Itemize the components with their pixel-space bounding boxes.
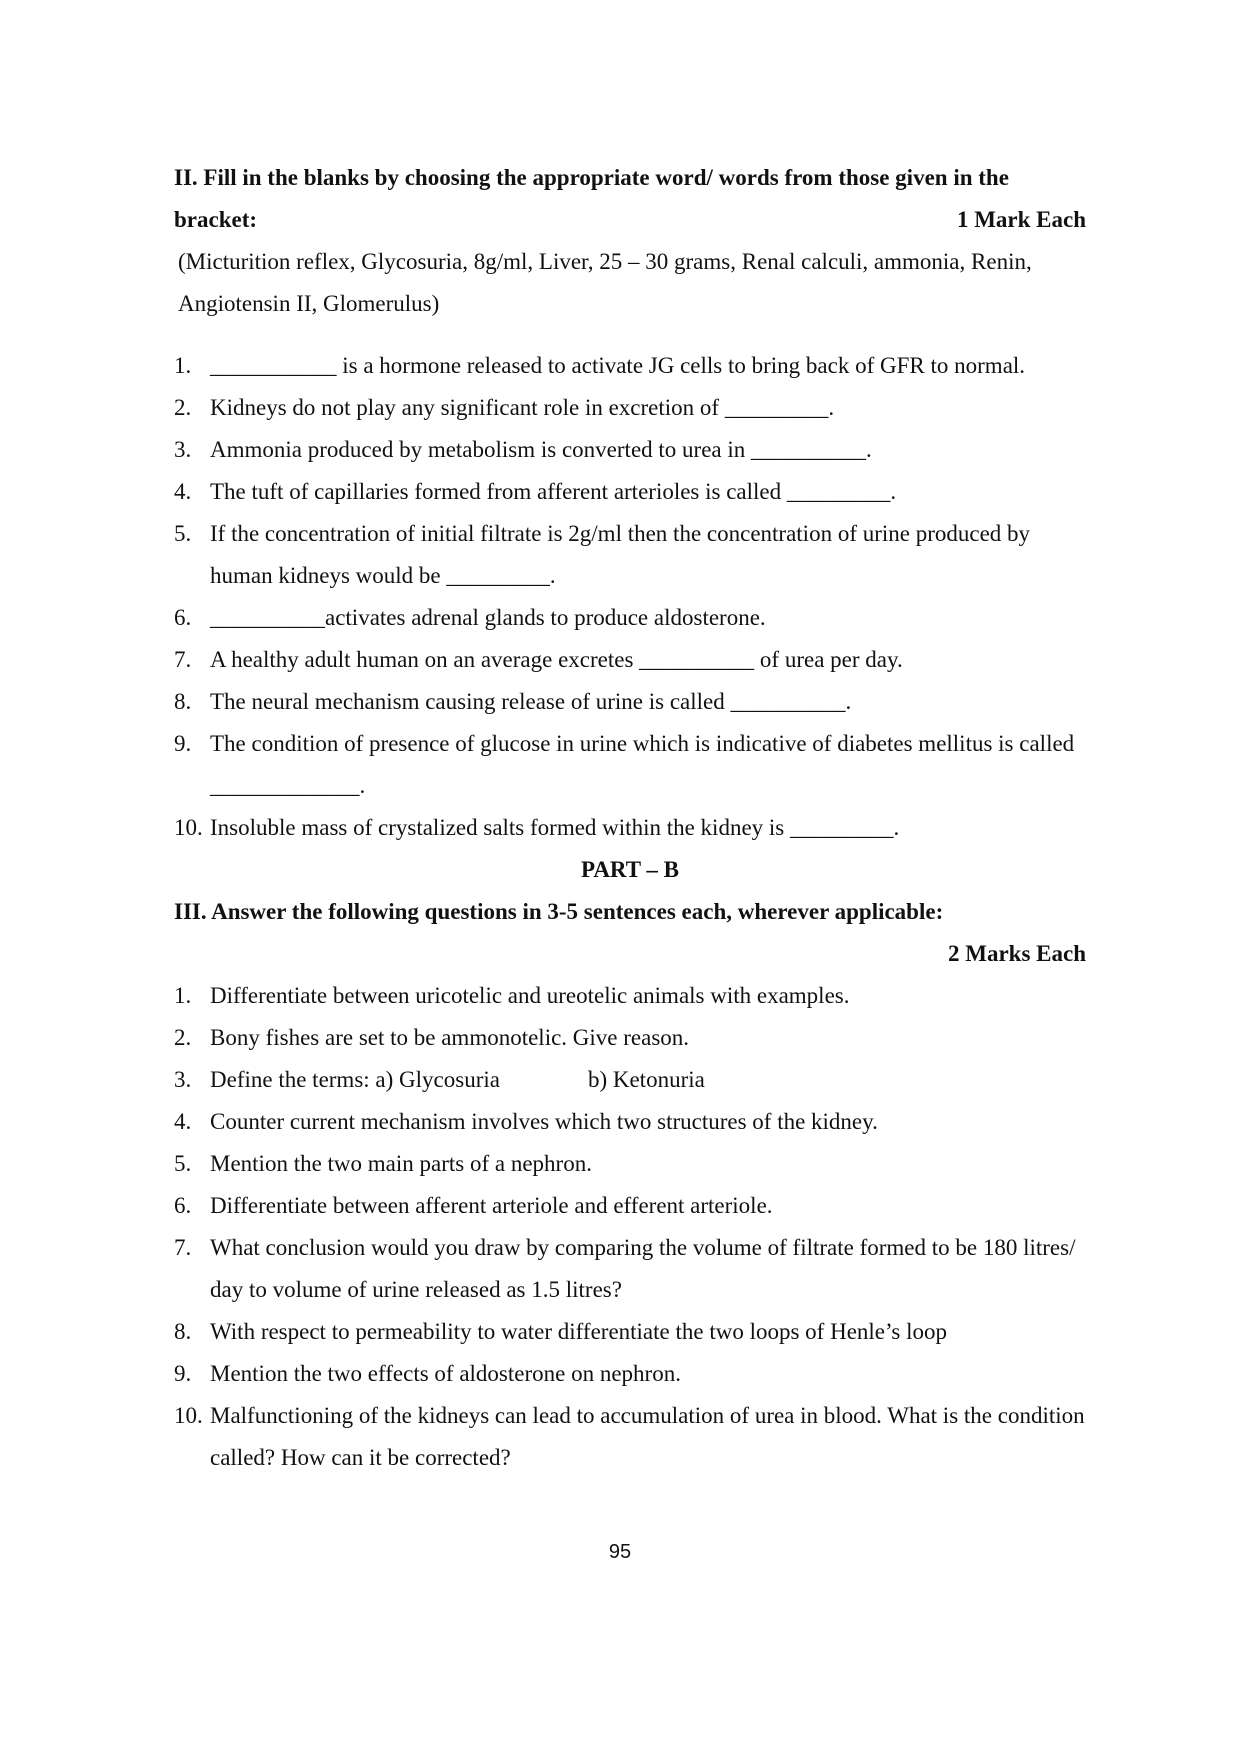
list-item: 2. Bony fishes are set to be ammonotelic. Give reason. xyxy=(174,1025,690,1050)
list-item: 8. With respect to permeability to water differentiate the two loops of Henle’s loop xyxy=(174,1319,947,1344)
section2-question-list xyxy=(174,345,1086,849)
section2-heading-cont: bracket: xyxy=(174,207,258,232)
list-item: 3. Define the terms: a) Glycosuria b) Ketonuria xyxy=(174,1059,1086,1101)
section2-heading: II. Fill in the blanks by choosing the appropriate word/ words from those given in the xyxy=(174,165,1009,190)
list-item: 6. Differentiate between afferent arteriole and efferent arteriole. xyxy=(174,1193,773,1218)
list-item: 9. The condition of presence of glucose in urine which is indicative of diabetes mellitus is called _____________. xyxy=(174,731,1075,798)
document-page xyxy=(174,157,1086,1479)
section3-question-list xyxy=(174,975,1086,1479)
list-item: 10. Malfunctioning of the kidneys can lead to accumulation of urea in blood. What is the condition called? How can it be corrected? xyxy=(174,1403,1085,1470)
list-item: 9. Mention the two effects of aldosterone on nephron. xyxy=(174,1361,681,1386)
list-item: 2. Kidneys do not play any significant role in excretion of _________. xyxy=(174,395,835,420)
part-b-title: PART – B xyxy=(580,857,680,882)
list-item: 4. The tuft of capillaries formed from afferent arterioles is called _________. xyxy=(174,479,897,504)
list-item: 10. Insoluble mass of crystalized salts formed within the kidney is _________. xyxy=(174,815,900,840)
page-number: 95 xyxy=(608,1541,632,1563)
section2-heading-row xyxy=(174,199,1086,241)
define-term-b: b) Ketonuria xyxy=(587,1067,705,1092)
list-item: 1. Differentiate between uricotelic and ureotelic animals with examples. xyxy=(174,983,850,1008)
list-item: 5. Mention the two main parts of a nephron. xyxy=(174,1151,592,1176)
bracket-options: (Micturition reflex, Glycosuria, 8g/ml, Liver, 25 – 30 grams, Renal calculi, ammonia, Renin, Angiotensin II, Glomerulus) xyxy=(178,249,1032,316)
list-item: 5. If the concentration of initial filtrate is 2g/ml then the concentration of urine produced by human kidneys would be _________. xyxy=(174,521,1031,588)
list-item: 1. ___________ is a hormone released to activate JG cells to bring back of GFR to normal. xyxy=(174,353,1026,378)
list-item: 8. The neural mechanism causing release of urine is called __________. xyxy=(174,689,852,714)
section3-heading: III. Answer the following questions in 3-5 sentences each, wherever applicable: xyxy=(174,899,944,924)
define-term-a: Define the terms: a) Glycosuria xyxy=(210,1067,500,1092)
list-item: 3. Ammonia produced by metabolism is converted to urea in __________. xyxy=(174,437,872,462)
section3-marks: 2 Marks Each xyxy=(948,941,1086,966)
list-item: 6. __________activates adrenal glands to produce aldosterone. xyxy=(174,605,766,630)
list-item: 7. A healthy adult human on an average excretes __________ of urea per day. xyxy=(174,647,903,672)
list-item: 4. Counter current mechanism involves which two structures of the kidney. xyxy=(174,1109,878,1134)
spacer xyxy=(174,325,1086,345)
list-item: 7. What conclusion would you draw by comparing the volume of filtrate formed to be 180 litres/ day to volume of urine released as 1.5 litres? xyxy=(174,1235,1076,1302)
section2-marks: 1 Mark Each xyxy=(956,207,1086,232)
